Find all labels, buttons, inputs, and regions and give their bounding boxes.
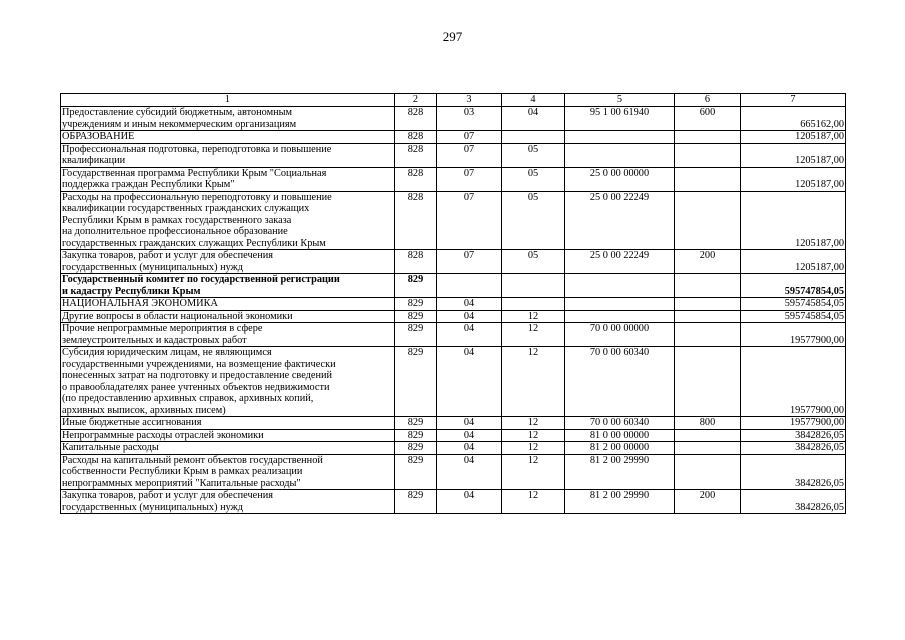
row-name-cell: Капитальные расходы xyxy=(61,442,395,455)
row-col2-cell: 828 xyxy=(395,107,437,131)
row-amount-cell: 19577900,00 xyxy=(741,347,846,417)
header-row xyxy=(61,94,846,107)
row-col3-cell: 07 xyxy=(437,191,502,250)
row-col5-cell: 81 2 00 29990 xyxy=(565,454,675,490)
row-col6-cell xyxy=(675,323,741,347)
row-col3-cell: 07 xyxy=(437,250,502,274)
page-number: 297 xyxy=(442,29,463,44)
row-col3-cell: 07 xyxy=(437,143,502,167)
row-amount-cell: 3842826,05 xyxy=(741,490,846,514)
row-col4-cell: 04 xyxy=(502,107,565,131)
row-amount-cell: 595745854,05 xyxy=(741,310,846,323)
table-row xyxy=(61,454,846,490)
row-col5-cell xyxy=(565,310,675,323)
row-name-cell: Непрограммные расходы отраслей экономики xyxy=(61,429,395,442)
row-col4-cell: 05 xyxy=(502,191,565,250)
row-col4-cell xyxy=(502,274,565,298)
row-col5-cell xyxy=(565,143,675,167)
row-amount-cell: 1205187,00 xyxy=(741,143,846,167)
table-row xyxy=(61,347,846,417)
row-name-cell: Закупка товаров, работ и услуг для обеспечения государственных (муниципальных) нужд xyxy=(61,250,395,274)
row-col5-cell: 81 2 00 00000 xyxy=(565,442,675,455)
row-col2-cell: 829 xyxy=(395,454,437,490)
row-col2-cell: 828 xyxy=(395,131,437,144)
row-col5-cell: 25 0 00 22249 xyxy=(565,250,675,274)
row-col4-cell: 12 xyxy=(502,323,565,347)
row-col4-cell: 12 xyxy=(502,417,565,430)
row-col6-cell xyxy=(675,454,741,490)
row-col6-cell xyxy=(675,274,741,298)
row-name-cell: Субсидия юридическим лицам, не являющимся государственными учреждениями, на возмещение фактически понесенных затрат на подготовку и предоставление сведений о правообладателях ранее учтенных объектов недвижимости (по предоставлению архивных справок, архивных копий, архивных выписок, архивных писем) xyxy=(61,347,395,417)
row-amount-cell: 1205187,00 xyxy=(741,131,846,144)
row-col4-cell xyxy=(502,298,565,311)
column-header-3: 3 xyxy=(437,94,502,107)
row-col4-cell: 12 xyxy=(502,454,565,490)
row-name-cell: Расходы на профессиональную переподготовку и повышение квалификации государственных гражданских служащих Республики Крым в рамках государственного заказа на дополнительное профессиональное образование государственных гражданских служащих Республики Крым xyxy=(61,191,395,250)
row-col6-cell xyxy=(675,429,741,442)
row-name-cell: Предоставление субсидий бюджетным, автономным учреждениям и иным некоммерческим организациям xyxy=(61,107,395,131)
row-col2-cell: 829 xyxy=(395,274,437,298)
row-name-cell: Другие вопросы в области национальной экономики xyxy=(61,310,395,323)
row-col6-cell: 800 xyxy=(675,417,741,430)
row-col6-cell xyxy=(675,298,741,311)
table-row xyxy=(61,107,846,131)
row-col6-cell xyxy=(675,191,741,250)
row-col4-cell: 12 xyxy=(502,429,565,442)
row-col4-cell: 12 xyxy=(502,490,565,514)
row-col4-cell: 05 xyxy=(502,250,565,274)
row-col2-cell: 829 xyxy=(395,490,437,514)
row-amount-cell: 19577900,00 xyxy=(741,323,846,347)
row-amount-cell: 665162,00 xyxy=(741,107,846,131)
row-name-cell: НАЦИОНАЛЬНАЯ ЭКОНОМИКА xyxy=(61,298,395,311)
row-col3-cell: 04 xyxy=(437,429,502,442)
table-row xyxy=(61,490,846,514)
row-amount-cell: 1205187,00 xyxy=(741,191,846,250)
row-col4-cell: 12 xyxy=(502,310,565,323)
row-col6-cell xyxy=(675,347,741,417)
column-header-1: 1 xyxy=(61,94,395,107)
row-name-cell: Закупка товаров, работ и услуг для обеспечения государственных (муниципальных) нужд xyxy=(61,490,395,514)
table-row xyxy=(61,417,846,430)
row-col6-cell: 600 xyxy=(675,107,741,131)
row-col6-cell xyxy=(675,442,741,455)
table-row xyxy=(61,131,846,144)
table-row xyxy=(61,429,846,442)
row-col5-cell xyxy=(565,274,675,298)
table-body xyxy=(61,107,846,514)
row-col3-cell: 07 xyxy=(437,167,502,191)
row-col4-cell xyxy=(502,131,565,144)
row-amount-cell: 3842826,05 xyxy=(741,442,846,455)
row-col4-cell: 05 xyxy=(502,143,565,167)
row-name-cell: Государственный комитет по государственной регистрации и кадастру Республики Крым xyxy=(61,274,395,298)
row-col2-cell: 829 xyxy=(395,442,437,455)
row-col4-cell: 12 xyxy=(502,347,565,417)
column-header-6: 6 xyxy=(675,94,741,107)
row-col3-cell xyxy=(437,274,502,298)
row-amount-cell: 3842826,05 xyxy=(741,454,846,490)
row-amount-cell: 1205187,00 xyxy=(741,250,846,274)
table-row xyxy=(61,191,846,250)
row-col6-cell xyxy=(675,167,741,191)
row-col3-cell: 07 xyxy=(437,131,502,144)
row-col3-cell: 04 xyxy=(437,442,502,455)
column-header-5: 5 xyxy=(565,94,675,107)
row-amount-cell: 19577900,00 xyxy=(741,417,846,430)
table-row xyxy=(61,323,846,347)
row-col5-cell xyxy=(565,131,675,144)
row-col2-cell: 829 xyxy=(395,298,437,311)
row-name-cell: ОБРАЗОВАНИЕ xyxy=(61,131,395,144)
row-col2-cell: 829 xyxy=(395,417,437,430)
row-col5-cell: 25 0 00 00000 xyxy=(565,167,675,191)
row-col2-cell: 829 xyxy=(395,323,437,347)
row-name-cell: Расходы на капитальный ремонт объектов государственной собственности Республики Крым в рамках реализации непрограммных мероприятий "Капитальные расходы" xyxy=(61,454,395,490)
column-header-4: 4 xyxy=(502,94,565,107)
row-col2-cell: 828 xyxy=(395,167,437,191)
row-col6-cell: 200 xyxy=(675,250,741,274)
row-col3-cell: 04 xyxy=(437,347,502,417)
row-col6-cell xyxy=(675,143,741,167)
row-amount-cell: 595745854,05 xyxy=(741,298,846,311)
row-name-cell: Профессиональная подготовка, переподготовка и повышение квалификации xyxy=(61,143,395,167)
row-col5-cell: 70 0 00 00000 xyxy=(565,323,675,347)
table-row xyxy=(61,250,846,274)
row-col3-cell: 04 xyxy=(437,454,502,490)
row-col2-cell: 828 xyxy=(395,191,437,250)
row-col6-cell: 200 xyxy=(675,490,741,514)
row-name-cell: Государственная программа Республики Крым "Социальная поддержка граждан Республики Крым" xyxy=(61,167,395,191)
table-row xyxy=(61,298,846,311)
row-col2-cell: 828 xyxy=(395,250,437,274)
row-col3-cell: 04 xyxy=(437,310,502,323)
row-col3-cell: 04 xyxy=(437,298,502,311)
table-row xyxy=(61,274,846,298)
row-col5-cell: 70 0 00 60340 xyxy=(565,417,675,430)
row-amount-cell: 1205187,00 xyxy=(741,167,846,191)
budget-table xyxy=(60,93,846,514)
row-col5-cell: 25 0 00 22249 xyxy=(565,191,675,250)
row-amount-cell: 595747854,05 xyxy=(741,274,846,298)
column-header-2: 2 xyxy=(395,94,437,107)
row-col6-cell xyxy=(675,310,741,323)
row-col3-cell: 04 xyxy=(437,490,502,514)
row-col5-cell: 70 0 00 60340 xyxy=(565,347,675,417)
row-col6-cell xyxy=(675,131,741,144)
row-col3-cell: 04 xyxy=(437,323,502,347)
row-name-cell: Иные бюджетные ассигнования xyxy=(61,417,395,430)
row-amount-cell: 3842826,05 xyxy=(741,429,846,442)
row-col2-cell: 829 xyxy=(395,429,437,442)
row-col5-cell xyxy=(565,298,675,311)
row-col2-cell: 829 xyxy=(395,347,437,417)
row-col5-cell: 95 1 00 61940 xyxy=(565,107,675,131)
row-name-cell: Прочие непрограммные мероприятия в сфере землеустроительных и кадастровых работ xyxy=(61,323,395,347)
row-col2-cell: 829 xyxy=(395,310,437,323)
column-header-7: 7 xyxy=(741,94,846,107)
row-col2-cell: 828 xyxy=(395,143,437,167)
row-col4-cell: 12 xyxy=(502,442,565,455)
row-col5-cell: 81 0 00 00000 xyxy=(565,429,675,442)
table-row xyxy=(61,143,846,167)
row-col3-cell: 04 xyxy=(437,417,502,430)
table-row xyxy=(61,442,846,455)
row-col4-cell: 05 xyxy=(502,167,565,191)
table-row xyxy=(61,167,846,191)
table-row xyxy=(61,310,846,323)
row-col3-cell: 03 xyxy=(437,107,502,131)
row-col5-cell: 81 2 00 29990 xyxy=(565,490,675,514)
